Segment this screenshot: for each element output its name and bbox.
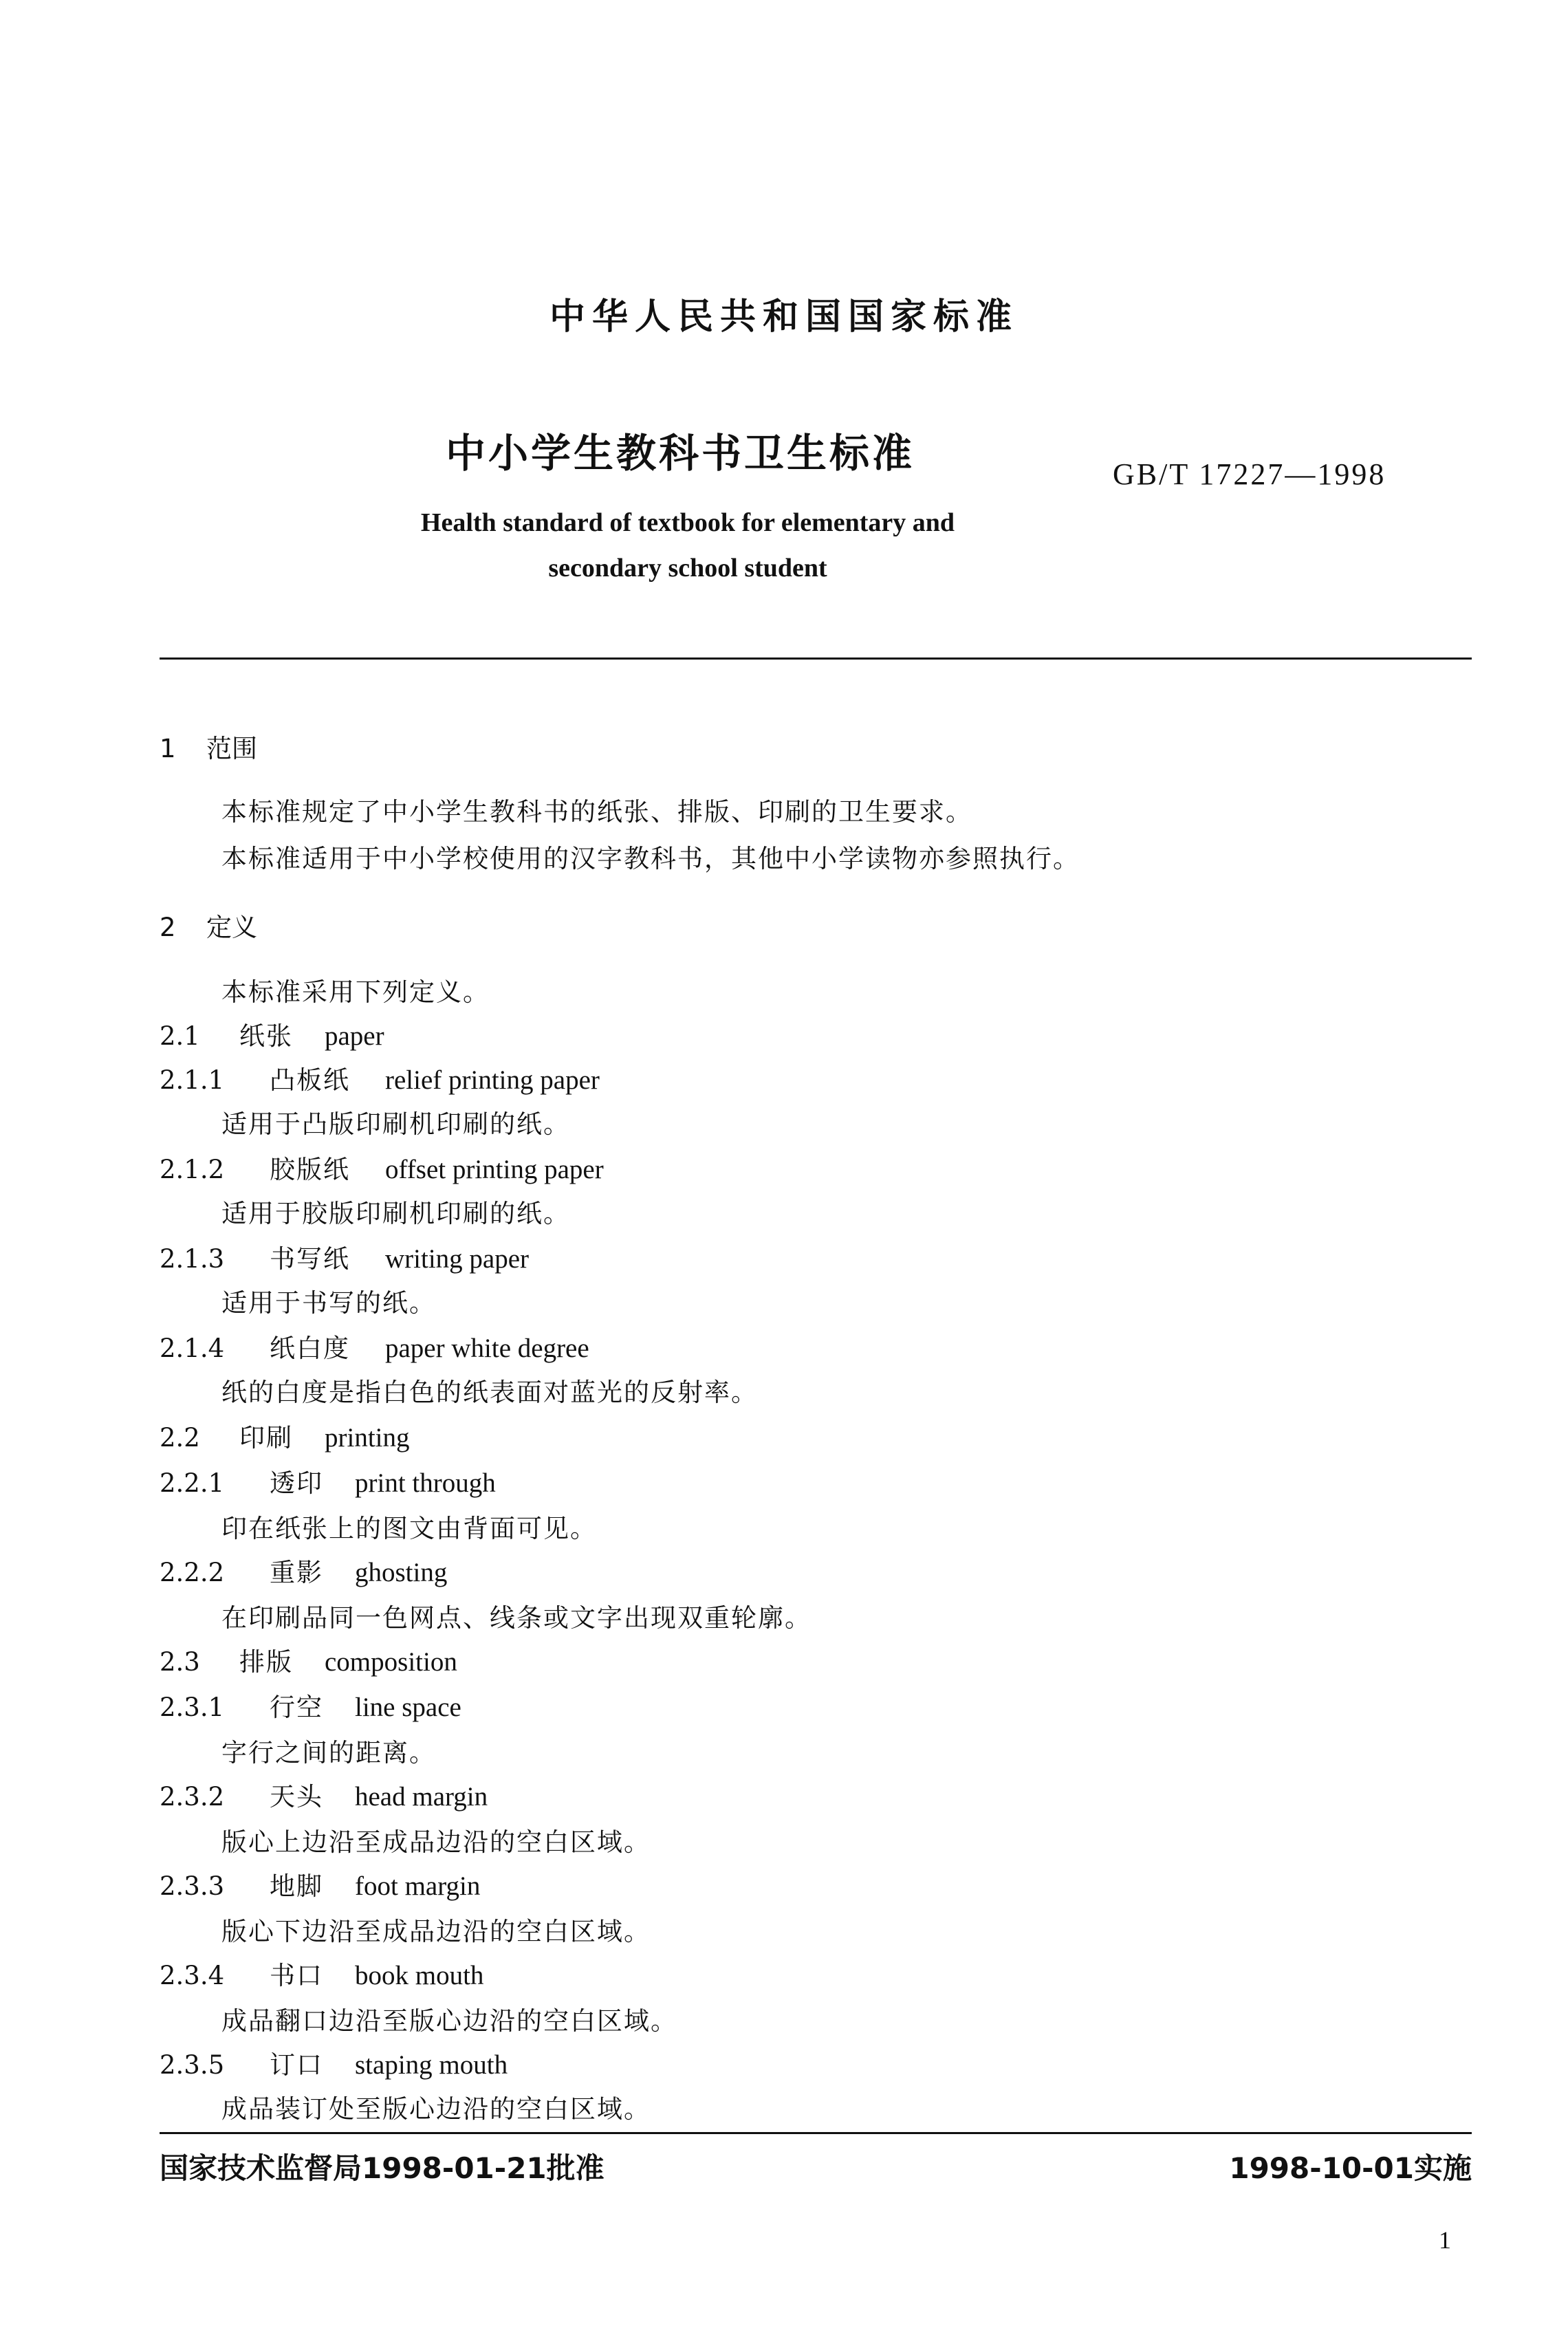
scope-paragraph-2: 本标准适用于中小学校使用的汉字教科书，其他中小学读物亦参照执行。 [221,844,1080,873]
term-number: 2.3.5 [160,2050,225,2080]
term-description: 适用于胶版印刷机印刷的纸。 [221,1199,570,1228]
term-en: paper white degree [385,1334,589,1363]
term-cn: 凸板纸 [270,1065,350,1095]
section-number: 1 [160,734,176,763]
term-number: 2.3.1 [160,1693,225,1722]
national-standard-heading: 中华人民共和国国家标准 [549,296,1019,338]
term-entry [160,1149,604,1186]
term-number: 2.3.2 [160,1782,225,1812]
header-divider [160,657,1472,660]
footer-divider [160,2132,1472,2134]
term-description: 印在纸张上的图文由背面可见。 [221,1514,597,1543]
term-entry [160,1059,600,1096]
term-description: 在印刷品同一色网点、线条或文字出现双重轮廓。 [221,1603,812,1633]
term-number: 2.1.3 [160,1244,225,1274]
term-en: foot margin [355,1871,481,1901]
term-cn: 书写纸 [270,1244,350,1274]
term-entry [160,1641,457,1678]
term-number: 2.3.4 [160,1961,225,1990]
approval-info: 国家技术监督局1998-01-21批准 [160,2151,605,2185]
term-description: 纸的白度是指白色的纸表面对蓝光的反射率。 [221,1378,758,1407]
term-cn: 胶版纸 [270,1155,350,1184]
document-title-en-line1: Health standard of textbook for elementary and [420,508,955,537]
term-en: relief printing paper [385,1065,600,1095]
term-cn: 排版 [239,1647,293,1677]
term-cn: 纸张 [239,1021,293,1051]
term-entry [160,1327,589,1365]
term-number: 2.3.3 [160,1871,225,1901]
standard-number: GB/T 17227—1998 [1113,457,1386,491]
term-cn: 地脚 [270,1871,323,1901]
section-heading-definitions [160,906,257,944]
term-entry [160,2044,508,2081]
document-title-en-line2: secondary school student [548,554,827,583]
term-en: printing [325,1423,410,1453]
term-number: 2.3 [160,1647,200,1677]
term-description: 字行之间的距离。 [221,1738,436,1768]
term-cn: 重影 [270,1558,323,1587]
term-cn: 透印 [270,1468,323,1498]
term-cn: 订口 [270,2050,323,2080]
term-cn: 行空 [270,1693,323,1722]
term-en: paper [325,1021,384,1051]
term-entry [160,1015,384,1052]
term-en: composition [325,1647,457,1677]
term-en: staping mouth [355,2050,508,2080]
term-description: 版心下边沿至成品边沿的空白区域。 [221,1917,651,1946]
term-number: 2.1.1 [160,1065,225,1095]
term-cn: 纸白度 [270,1334,350,1363]
section-title: 定义 [206,913,257,942]
scope-paragraph-1: 本标准规定了中小学生教科书的纸张、排版、印刷的卫生要求。 [221,797,972,827]
term-en: print through [355,1468,496,1498]
term-number: 2.2.2 [160,1558,225,1587]
section-number: 2 [160,913,176,942]
term-description: 版心上边沿至成品边沿的空白区域。 [221,1827,651,1857]
term-cn: 天头 [270,1782,323,1812]
term-entry [160,1462,496,1499]
term-entry [160,1686,461,1724]
term-entry [160,1776,488,1813]
term-entry [160,1552,447,1589]
term-number: 2.2 [160,1423,200,1453]
section-title: 范围 [206,734,257,763]
term-number: 2.1 [160,1021,200,1051]
term-entry [160,1955,483,1992]
term-en: book mouth [355,1961,484,1990]
term-description: 成品翻口边沿至版心边沿的空白区域。 [221,2006,677,2036]
term-entry [160,1865,480,1902]
term-en: writing paper [385,1244,530,1274]
definitions-intro: 本标准采用下列定义。 [221,977,490,1007]
section-heading-scope [160,728,257,765]
term-number: 2.2.1 [160,1468,225,1498]
term-description: 适用于书写的纸。 [221,1288,436,1318]
term-number: 2.1.2 [160,1155,225,1184]
term-description: 成品装订处至版心边沿的空白区域。 [221,2094,651,2124]
term-en: offset printing paper [385,1155,604,1184]
term-entry [160,1417,410,1454]
term-en: ghosting [355,1558,448,1587]
term-cn: 印刷 [239,1423,293,1453]
implementation-date: 1998-10-01实施 [1229,2151,1472,2185]
document-title-cn: 中小学生教科书卫生标准 [446,430,915,477]
page-number: 1 [1439,2226,1451,2254]
term-description: 适用于凸版印刷机印刷的纸。 [221,1109,570,1139]
term-en: line space [355,1693,461,1722]
term-en: head margin [355,1782,488,1812]
term-number: 2.1.4 [160,1334,225,1363]
term-cn: 书口 [270,1961,323,1990]
term-entry [160,1238,529,1275]
